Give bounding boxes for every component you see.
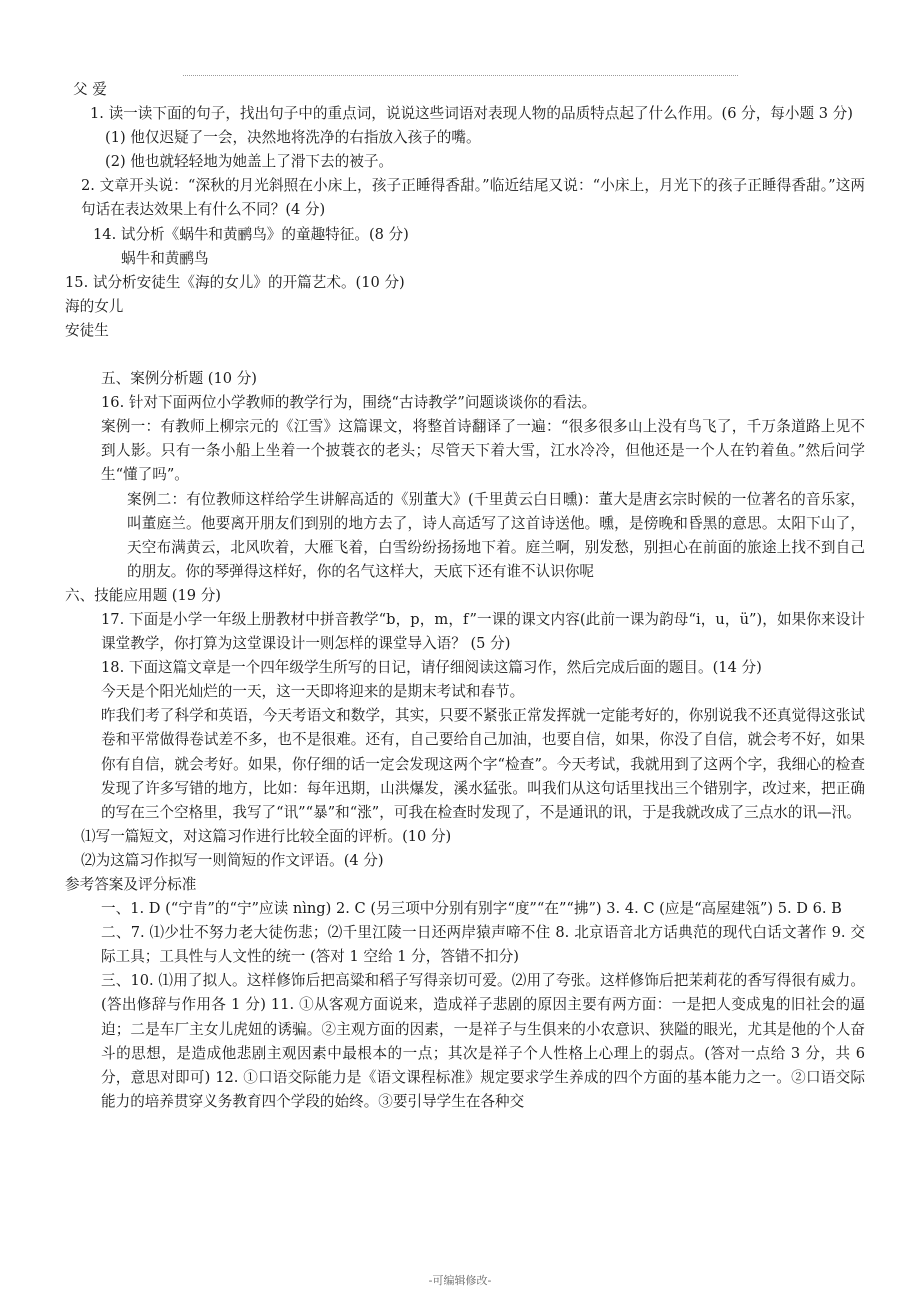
text-line: 2. 文章开头说：“深秋的月光斜照在小床上，孩子正睡得香甜。”临近结尾又说：“小床上，月光下的孩子正睡得香甜。”这两句话在表达效果上有什么不同？(4 分) [81,177,865,219]
text-line: 16. 针对下面两位小学教师的教学行为，围绕“古诗教学”问题谈谈你的看法。 [101,394,597,412]
text-line: 五、案例分析题 (10 分) [101,370,257,388]
page-footer: -可编辑修改- [428,1274,492,1287]
text-line: (1) 他仅迟疑了一会，决然地将洗净的右指放入孩子的嘴。 [105,129,481,147]
text-line: 案例二：有位教师这样给学生讲解高适的《别董大》(千里黄云白日曛)：董大是唐玄宗时候的一位著名的音乐家，叫董庭兰。他要离开朋友们到别的地方去了，诗人高适写了这首诗送他。曛，是傍晚和昏黑的意思。太阳下山了，天空布满黄云，北风吹着，大雁飞着，白雪纷纷扬扬地下着。庭兰啊，别发愁，别担心在前面的旅途上找不到自己的朋友。你的琴弹得这样好，你的名气这样大，天底下还有谁不认识你呢 [127,490,865,580]
text-line: 17. 下面是小学一年级上册教材中拼音教学“b，p，m，f”一课的课文内容(此前一课为韵母“i，u，ü”)，如果你来设计课堂教学，你打算为这堂课设计一则怎样的课堂导入语？ (5 分) [101,610,865,653]
text-line: 18. 下面这篇文章是一个四年级学生所写的日记，请仔细阅读这篇习作，然后完成后面的题目。(14 分) [101,659,762,677]
text-line: 六、技能应用题 (19 分) [65,586,221,604]
text-line: 1. 读一读下面的句子，找出句子中的重点词，说说这些词语对表现人物的品质特点起了什么作用。(6 分，每小题 3 分) [90,105,853,123]
text-line: 15. 试分析安徒生《海的女儿》的开篇艺术。(10 分) [65,273,405,291]
text-line: ⑵为这篇习作拟写一则简短的作文评语。(4 分) [81,851,384,869]
text-line: (2) 他也就轻轻地为她盖上了滑下去的被子。 [105,153,394,171]
text-line: 14. 试分析《蜗牛和黄鹂鸟》的童趣特征。(8 分) [93,225,409,243]
text-line: 三、10. ⑴用了拟人。这样修饰后把高粱和稻子写得亲切可爱。⑵用了夸张。这样修饰后把茉莉花的香写得很有威力。(答出修辞与作用各 1 分) 11. ①从客观方面说来，造成祥子悲剧的原因主要有两方面：一是把人变成鬼的旧社会的逼迫；二是车厂主女儿虎妞的诱骗。②主观方面的因素，一是祥子与生俱来的小农意识、狭隘的眼光，尤其是他的个人奋斗的思想，是造成他悲剧主观因素中最根本的一点；其次是祥子个人性格上心理上的弱点。(答对一点给 3 分，共 6 分，意思对即可) 12. ①口语交际能力是《语文课程标准》规定要求学生养成的四个方面的基本能力之一。②口语交际能力的培养贯穿义务教育四个学段的始终。③要引导学生在各种交 [101,972,865,1110]
text-line: 二、7. ⑴少壮不努力老大徒伤悲；⑵千里江陵一日还两岸猿声啼不住 8. 北京语音北方话典范的现代白话文著作 9. 交际工具；工具性与人文性的统一 (答对 1 空给 1 分，答错不扣分) [101,924,865,966]
text-line: 父 爱 [73,81,107,98]
text-line: 海的女儿 [65,297,124,315]
text-line: 参考答案及评分标准 [65,876,197,893]
text-line: 一、1. D (“宁肯”的“宁”应读 nìng) 2. C (另三项中分别有别字“度”“在”“拂”) 3. 4. C (应是“高屋建瓴”) 5. D 6. B [101,900,842,918]
document-body [65,78,865,1114]
text-line: 蜗牛和黄鹂鸟 [121,249,209,267]
text-line: 案例一：有教师上柳宗元的《江雪》这篇课文，将整首诗翻译了一遍：“很多很多山上没有鸟飞了，千万条道路上见不到人影。只有一条小船上坐着一个披蓑衣的老头；尽管天下着大雪，江水冷冷，但他还是一个人在钓着鱼。”然后问学生“懂了吗”。 [101,418,865,484]
blank-line [65,343,865,367]
header-divider [183,75,738,76]
text-line: 今天是个阳光灿烂的一天，这一天即将迎来的是期末考试和春节。 [101,683,525,701]
text-line: 昨我们考了科学和英语，今天考语文和数学，其实，只要不紧张正常发挥就一定能考好的，你别说我不还真觉得这张试卷和平常做得卷试差不多，也不是很难。还有，自己要给自己加油，也要自信，如果，你没了自信，就会考不好，如果你有自信，就会考好。如果，你仔细的话一定会发现这两个字“检查”。今天考试，我就用到了这两个字，我细心的检查发现了许多写错的地方，比如：每年迅期，山洪爆发，溪水猛张。叫我们从这句话里找出三个错别字，改过来，把正确的写在三个空格里，我写了“讯”“暴”和“涨”，可我在检查时发现了，不是通讯的讯，于是我就改成了三点水的讯—汛。 [101,707,865,821]
text-line: ⑴写一篇短文，对这篇习作进行比较全面的评析。(10 分) [81,827,452,845]
text-line: 安徒生 [65,321,109,339]
